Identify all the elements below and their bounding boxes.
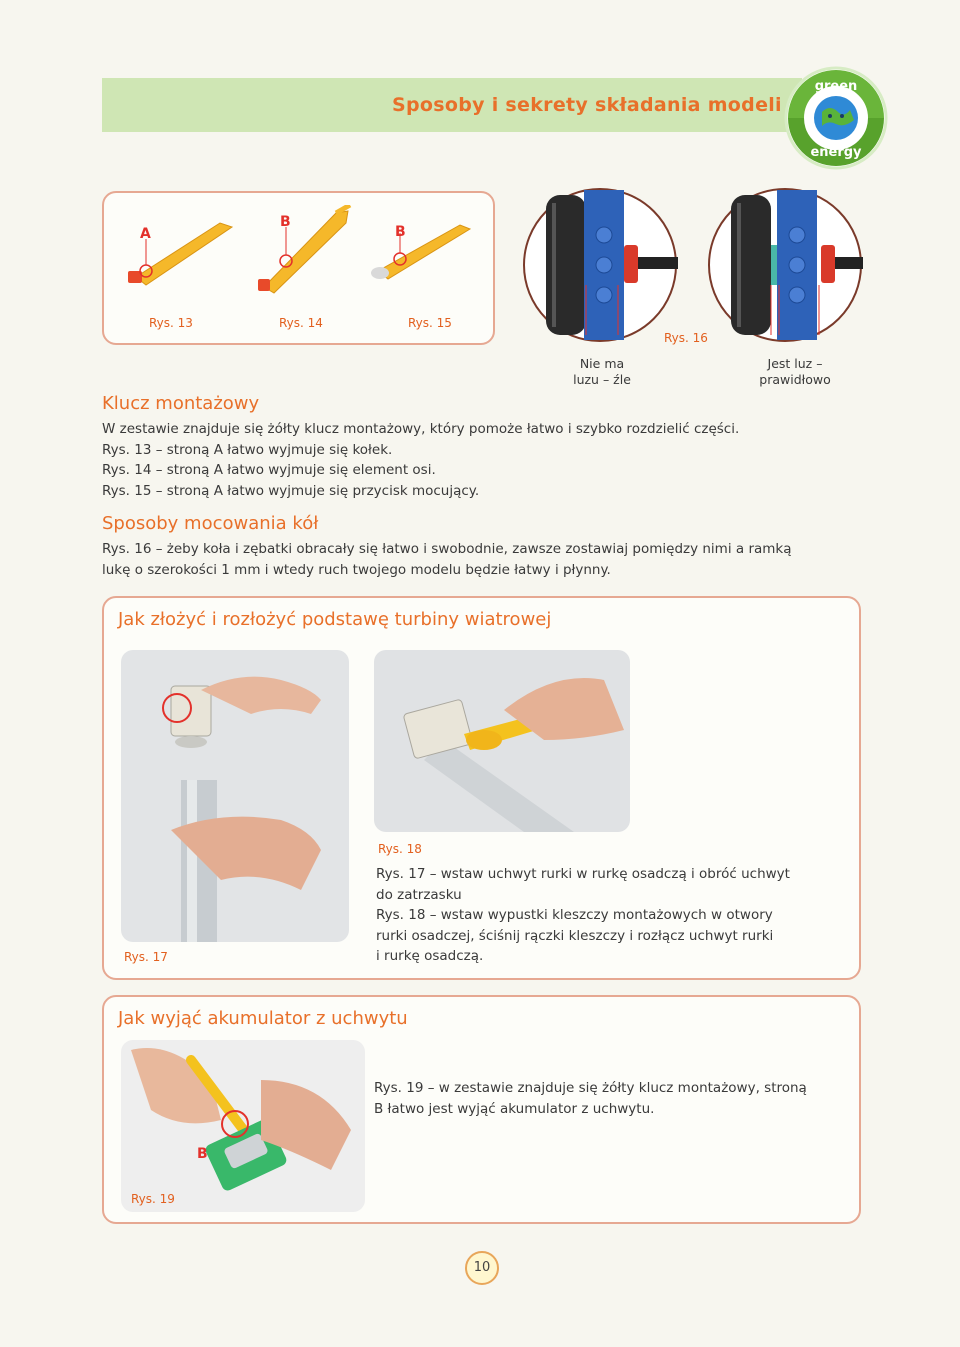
turbine-text-line-3: Rys. 18 – wstaw wypustki kleszczy montażowych w otwory [376,907,773,923]
section-title-wheels: Sposoby mocowania kół [102,513,319,534]
page-title: Sposoby i sekrety składania modeli [392,94,782,116]
photo-rys-17 [121,650,349,942]
green-energy-logo [782,64,890,172]
section-battery-text [374,1078,844,1119]
wheels-text-line-1: Rys. 16 – żeby koła i zębatki obracały się łatwo i swobodnie, zawsze zostawiaj pomiędzy nimi a ramką [102,541,792,557]
photo-rys-19 [121,1040,365,1212]
wheel-with-gap-figure [705,185,865,345]
key-tool-figure-13 [120,205,240,295]
caption-rys-18: Rys. 18 [378,842,422,856]
section-turbine-text [376,864,836,967]
note-with-gap-line-1: Jest luz – [767,356,823,371]
logo-text-green: green [814,79,858,94]
key-tool-figure-15 [366,215,476,290]
photo-rys-18 [374,650,630,832]
note-with-gap-line-2: prawidłowo [759,372,831,387]
turbine-text-line-4: rurki osadczej, ściśnij rączki kleszczy i rozłącz uchwyt rurki [376,927,774,944]
note-with-gap [750,356,840,388]
note-no-gap [562,356,642,388]
label-b-15: B [395,224,406,240]
caption-rys-16: Rys. 16 [664,331,708,345]
caption-rys-15: Rys. 15 [408,316,452,330]
page-number: 10 [465,1251,499,1285]
turbine-text-line-5: i rurkę osadczą. [376,948,484,964]
section-title-turbine: Jak złożyć i rozłożyć podstawę turbiny wiatrowej [118,609,552,630]
caption-rys-13: Rys. 13 [149,316,193,330]
label-b-14: B [280,214,291,230]
caption-rys-17: Rys. 17 [124,950,168,964]
label-b-19: B [197,1146,208,1162]
note-no-gap-line-2: luzu – źle [573,372,631,387]
logo-text-energy: energy [810,145,862,160]
key-text-line-1: W zestawie znajduje się żółty klucz montażowy, który pomoże łatwo i szybko rozdzielić części. [102,421,740,437]
section-title-battery: Jak wyjąć akumulator z uchwytu [118,1008,408,1029]
key-tool-figure-14 [252,205,362,300]
turbine-text-line-2: do zatrzasku [376,886,462,903]
section-key-text [102,419,882,501]
label-a: A [140,226,151,242]
battery-text-line-1: Rys. 19 – w zestawie znajduje się żółty klucz montażowy, stroną [374,1080,807,1096]
wheel-no-gap-figure [520,185,680,345]
battery-text-line-2: B łatwo jest wyjąć akumulator z uchwytu. [374,1100,655,1117]
key-text-line-3: Rys. 14 – stroną A łatwo wyjmuje się element osi. [102,462,436,478]
caption-rys-19: Rys. 19 [131,1192,175,1206]
section-title-key: Klucz montażowy [102,393,260,414]
turbine-text-line-1: Rys. 17 – wstaw uchwyt rurki w rurkę osadczą i obróć uchwyt [376,866,790,882]
caption-rys-14: Rys. 14 [279,316,323,330]
section-wheels-text [102,539,902,580]
key-text-line-2: Rys. 13 – stroną A łatwo wyjmuje się kołek. [102,441,393,458]
note-no-gap-line-1: Nie ma [579,356,625,371]
key-text-line-4: Rys. 15 – stroną A łatwo wyjmuje się przycisk mocujący. [102,482,480,499]
wheels-text-line-2: lukę o szerokości 1 mm i wtedy ruch twojego modelu będzie łatwy i płynny. [102,561,611,578]
